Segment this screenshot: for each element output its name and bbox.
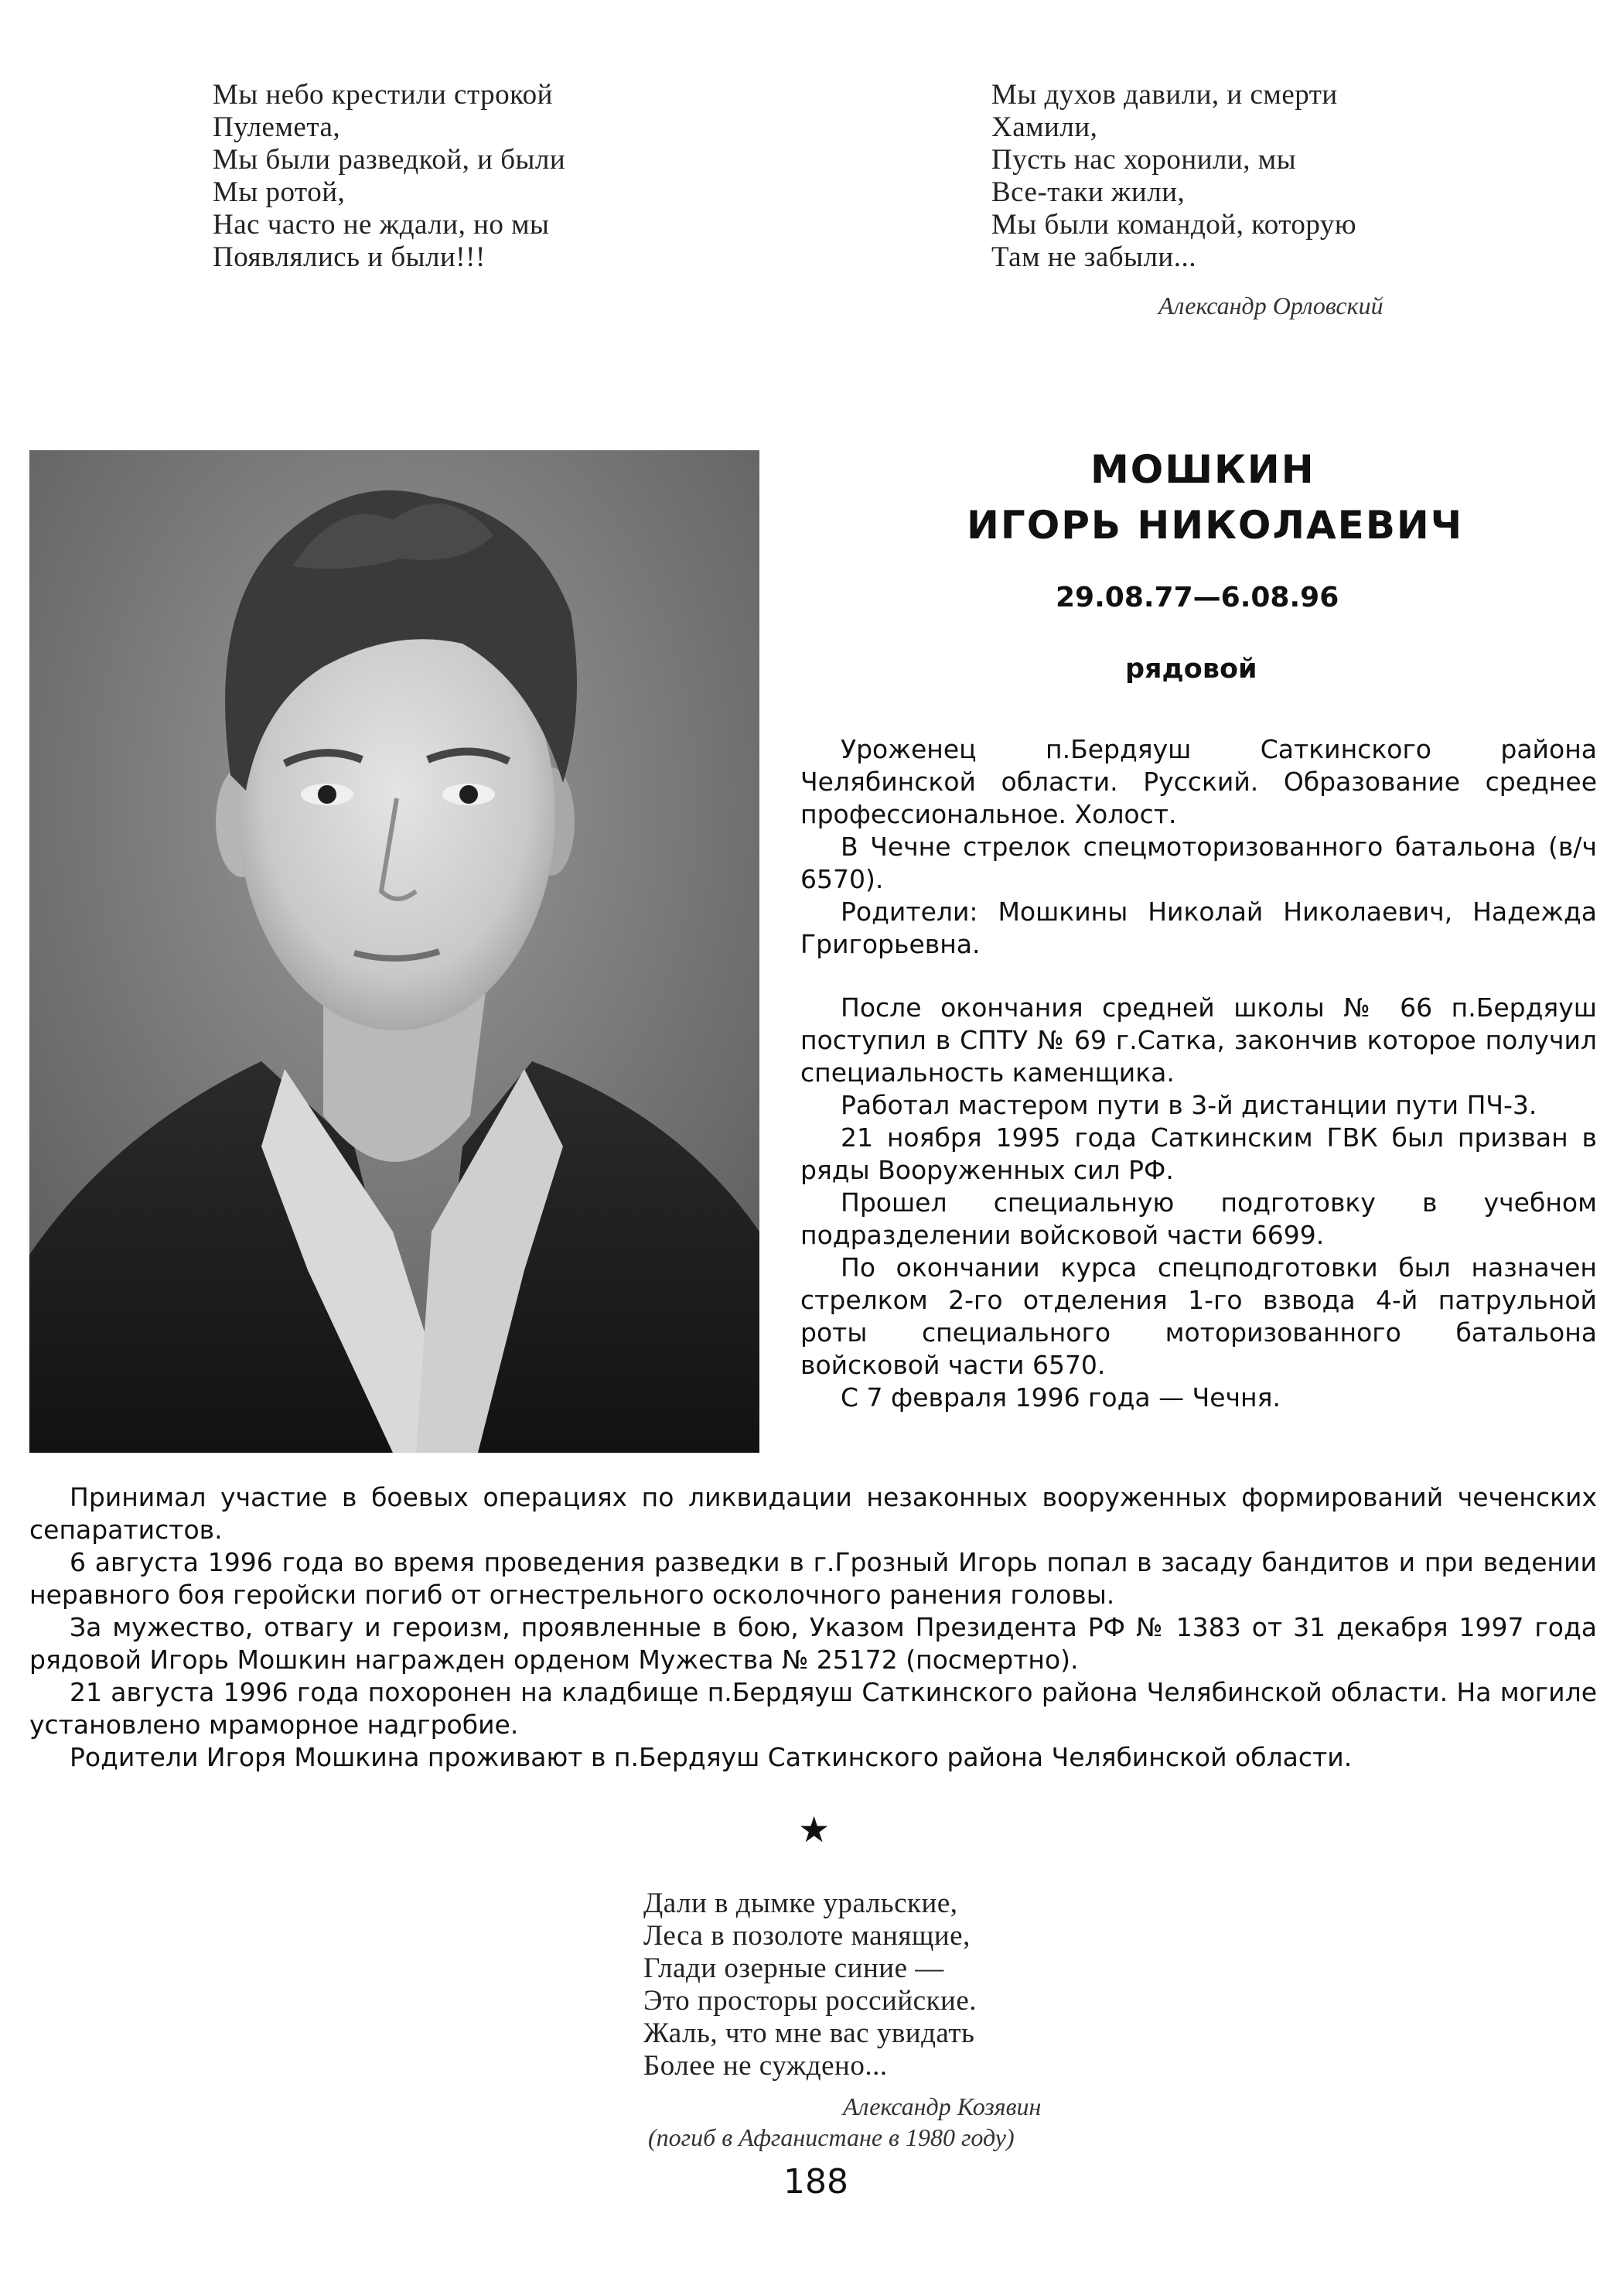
bio-paragraph: Родители Игоря Мошкина проживают в п.Бердяуш Саткинского района Челябинской области. <box>70 1742 1353 1772</box>
bio-full-width <box>29 1481 1597 1774</box>
poem-line: Жаль, что мне вас увидать <box>643 2017 975 2049</box>
bio-paragraph: Уроженец п.Бердяуш Саткинского района Челябинской области. Русский. Образование среднее профессиональное. Холост. <box>800 734 1597 829</box>
bio-paragraph: С 7 февраля 1996 года — Чечня. <box>841 1382 1281 1413</box>
rank-label: рядовой <box>1125 654 1257 685</box>
bio-paragraph: Родители: Мошкины Николай Николаевич, Надежда Григорьевна. <box>800 897 1597 959</box>
poem-line: Пулемета, <box>213 111 341 143</box>
poem-line: Более не суждено... <box>643 2050 888 2082</box>
poem-line: Леса в позолоте манящие, <box>643 1920 971 1952</box>
poem-bottom-author: Александр Козявин <box>843 2092 1042 2120</box>
life-dates: 29.08.77—6.08.96 <box>1056 582 1339 613</box>
poem-bottom-author-note: (погиб в Афганистане в 1980 году) <box>648 2123 1015 2151</box>
surname-heading: МОШКИН <box>1090 447 1315 492</box>
bio-paragraph: 6 августа 1996 года во время проведения разведки в г.Грозный Игорь попал в засаду бандитов и при ведении неравного боя геройски погиб от огнестрельного осколочного ранения головы. <box>29 1547 1597 1610</box>
poem-line: Мы были разведкой, и были <box>213 144 566 176</box>
poem-line: Пусть нас хоронили, мы <box>991 144 1297 176</box>
poem-line: Хамили, <box>991 111 1098 143</box>
bio-right-column <box>800 733 1597 1414</box>
poem-bottom <box>643 1887 977 2082</box>
poem-top-left <box>213 79 565 274</box>
poem-line: Нас часто не ждали, но мы <box>213 209 550 241</box>
given-name-heading: ИГОРЬ НИКОЛАЕВИЧ <box>967 503 1464 548</box>
bio-paragraph: После окончания средней школы № 66 п.Бердяуш поступил в СПТУ № 69 г.Сатка, закончив которое получил специальность каменщика. <box>800 992 1597 1088</box>
poem-line: Там не забыли... <box>991 241 1196 273</box>
poem-top-right <box>991 79 1356 274</box>
poem-line: Мы ротой, <box>213 176 346 208</box>
bio-paragraph: 21 ноября 1995 года Саткинским ГВК был призван в ряды Вооруженных сил РФ. <box>800 1122 1597 1185</box>
bio-paragraph: За мужество, отвагу и героизм, проявленные в бою, Указом Президента РФ № 1383 от 31 декабря 1997 года рядовой Игорь Мошкин награжден орденом Мужества № 25172 (посмертно). <box>29 1612 1597 1675</box>
poem-line: Дали в дымке уральские, <box>643 1887 958 1919</box>
bio-paragraph: По окончании курса спецподготовки был назначен стрелком 2-го отделения 1-го взвода 4-й патрульной роты специального моторизованного батальона войсковой части 6570. <box>800 1252 1597 1380</box>
poem-line: Глади озерные синие — <box>643 1952 944 1984</box>
poem-line: Все-таки жили, <box>991 176 1186 208</box>
bio-paragraph: Принимал участие в боевых операциях по ликвидации незаконных вооруженных формирований чеченских сепаратистов. <box>29 1482 1597 1545</box>
poem-top-author: Александр Орловский <box>1158 292 1383 319</box>
star-icon: ★ <box>798 1809 831 1850</box>
bio-paragraph: В Чечне стрелок спецмоторизованного батальона (в/ч 6570). <box>800 832 1597 894</box>
bio-paragraph: Работал мастером пути в 3-й дистанции пути ПЧ-3. <box>841 1090 1537 1120</box>
poem-line: Мы были командой, которую <box>991 209 1357 241</box>
bio-paragraph: 21 августа 1996 года похоронен на кладбище п.Бердяуш Саткинского района Челябинской области. На могиле установлено мраморное надгробие. <box>29 1677 1597 1740</box>
bio-paragraph: Прошел специальную подготовку в учебном подразделении войсковой части 6699. <box>800 1187 1597 1250</box>
poem-line: Это просторы российские. <box>643 1985 977 2017</box>
poem-line: Мы небо крестили строкой <box>213 79 553 111</box>
page-number: 188 <box>783 2162 848 2202</box>
poem-line: Появлялись и были!!! <box>213 241 486 273</box>
poem-line: Мы духов давили, и смерти <box>991 79 1338 111</box>
portrait-photo <box>29 450 759 1453</box>
